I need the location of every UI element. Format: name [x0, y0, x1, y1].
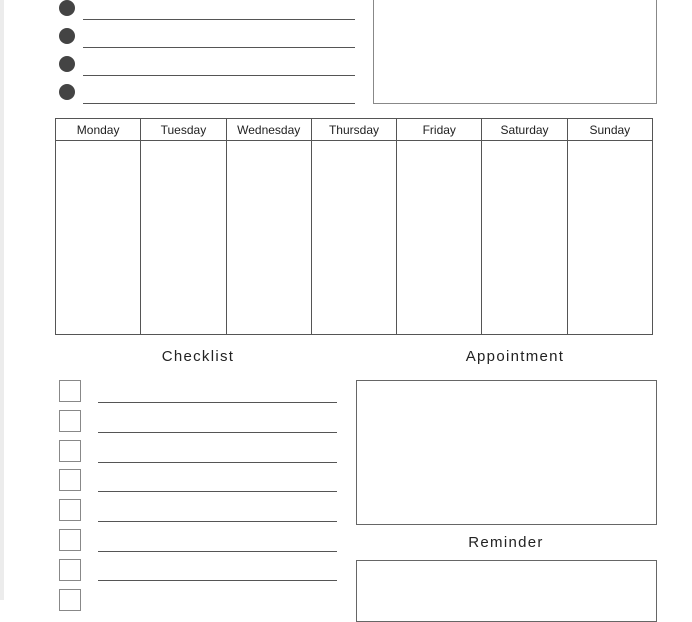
day-cell-monday[interactable] — [56, 141, 141, 335]
checklist-line[interactable] — [98, 580, 337, 581]
checkbox[interactable] — [59, 440, 81, 462]
checkbox[interactable] — [59, 589, 81, 611]
day-header-saturday: Saturday — [482, 119, 567, 141]
bullet-line[interactable] — [83, 103, 355, 104]
checkbox[interactable] — [59, 469, 81, 491]
checkbox[interactable] — [59, 529, 81, 551]
day-header-wednesday: Wednesday — [226, 119, 311, 141]
checklist-line[interactable] — [98, 551, 337, 552]
day-header-monday: Monday — [56, 119, 141, 141]
page-edge — [0, 0, 4, 600]
day-cell-thursday[interactable] — [311, 141, 396, 335]
week-table — [55, 118, 653, 335]
day-cell-friday[interactable] — [397, 141, 482, 335]
day-header-tuesday: Tuesday — [141, 119, 226, 141]
day-header-friday: Friday — [397, 119, 482, 141]
day-header-thursday: Thursday — [311, 119, 396, 141]
checkbox[interactable] — [59, 559, 81, 581]
bullet-icon — [59, 28, 75, 44]
day-header-sunday: Sunday — [567, 119, 652, 141]
checkbox[interactable] — [59, 499, 81, 521]
checklist-line[interactable] — [98, 432, 337, 433]
reminder-box[interactable] — [356, 560, 657, 622]
appointment-title: Appointment — [465, 348, 565, 365]
day-cell-saturday[interactable] — [482, 141, 567, 335]
checklist-line[interactable] — [98, 521, 337, 522]
appointment-box[interactable] — [356, 380, 657, 525]
bullet-icon — [59, 56, 75, 72]
checkbox[interactable] — [59, 410, 81, 432]
checklist-line[interactable] — [98, 402, 337, 403]
checklist-line[interactable] — [98, 491, 337, 492]
bullet-icon — [59, 0, 75, 16]
reminder-title: Reminder — [468, 534, 544, 551]
notes-box[interactable] — [373, 0, 657, 104]
day-cell-tuesday[interactable] — [141, 141, 226, 335]
checklist-title: Checklist — [161, 348, 235, 365]
bullet-line[interactable] — [83, 75, 355, 76]
checklist-line[interactable] — [98, 462, 337, 463]
bullet-icon — [59, 84, 75, 100]
checkbox[interactable] — [59, 380, 81, 402]
day-cell-sunday[interactable] — [567, 141, 652, 335]
day-cell-wednesday[interactable] — [226, 141, 311, 335]
bullet-line[interactable] — [83, 47, 355, 48]
bullet-line[interactable] — [83, 19, 355, 20]
